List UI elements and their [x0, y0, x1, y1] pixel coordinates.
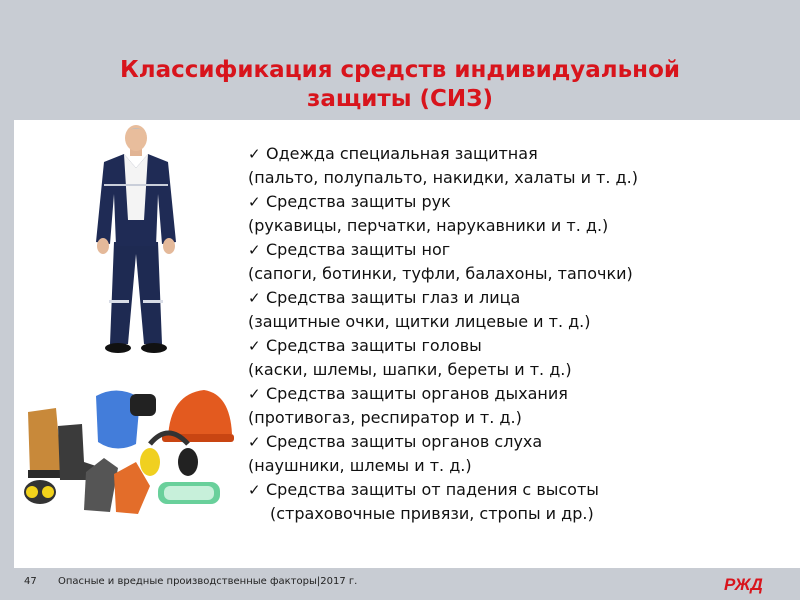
- slide-title-line2: защиты (СИЗ): [306, 86, 494, 112]
- list-item: [248, 142, 794, 190]
- checkmark-icon: ✓: [248, 385, 261, 403]
- list-item: [248, 478, 794, 526]
- slide-content: [14, 120, 800, 568]
- slide-title: [40, 56, 760, 114]
- checkmark-icon: ✓: [248, 337, 261, 355]
- checkmark-icon: ✓: [248, 241, 261, 259]
- list-item-heading: Средства защиты рук: [266, 192, 451, 211]
- list-item: [248, 334, 794, 382]
- list-item: [248, 286, 794, 334]
- worker-in-uniform-image: [80, 124, 192, 356]
- checkmark-icon: ✓: [248, 193, 261, 211]
- slide-footer: [0, 568, 800, 600]
- list-item-heading: Средства защиты ног: [266, 240, 451, 259]
- checkmark-icon: ✓: [248, 289, 261, 307]
- list-item-heading: Средства защиты органов слуха: [266, 432, 543, 451]
- list-item-detail: (защитные очки, щитки лицевые и т. д.): [248, 312, 591, 331]
- ppe-classification-list: [248, 142, 794, 526]
- list-item: [248, 430, 794, 478]
- checkmark-icon: ✓: [248, 433, 261, 451]
- list-item: [248, 238, 794, 286]
- slide-title-line1: Классификация средств индивидуальной: [119, 57, 680, 83]
- ppe-equipment-collage-image: [18, 382, 234, 516]
- list-item-detail: (сапоги, ботинки, туфли, балахоны, тапочки): [248, 264, 633, 283]
- list-item: [248, 190, 794, 238]
- list-item-heading: Средства защиты головы: [266, 336, 482, 355]
- list-item-detail: (пальто, полупальто, накидки, халаты и т. д.): [248, 168, 638, 187]
- list-item-detail: (рукавицы, перчатки, нарукавники и т. д.): [248, 216, 609, 235]
- svg-text:РЖД: РЖД: [724, 575, 763, 594]
- checkmark-icon: ✓: [248, 145, 261, 163]
- list-item-detail: (наушники, шлемы и т. д.): [248, 456, 472, 475]
- list-item-heading: Средства защиты от падения с высоты: [266, 480, 599, 499]
- list-item: [248, 382, 794, 430]
- list-item-detail: (каски, шлемы, шапки, береты и т. д.): [248, 360, 572, 379]
- list-item-heading: Средства защиты органов дыхания: [266, 384, 568, 403]
- rzd-logo-icon: [722, 573, 776, 595]
- list-item-detail: (страховочные привязи, стропы и др.): [270, 504, 594, 523]
- list-item-heading: Средства защиты глаз и лица: [266, 288, 521, 307]
- footer-caption: Опасные и вредные производственные факторы|2017 г.: [58, 576, 358, 587]
- list-item-detail: (противогаз, респиратор и т. д.): [248, 408, 522, 427]
- checkmark-icon: ✓: [248, 481, 261, 499]
- page-number: 47: [24, 576, 37, 587]
- list-item-heading: Одежда специальная защитная: [266, 144, 538, 163]
